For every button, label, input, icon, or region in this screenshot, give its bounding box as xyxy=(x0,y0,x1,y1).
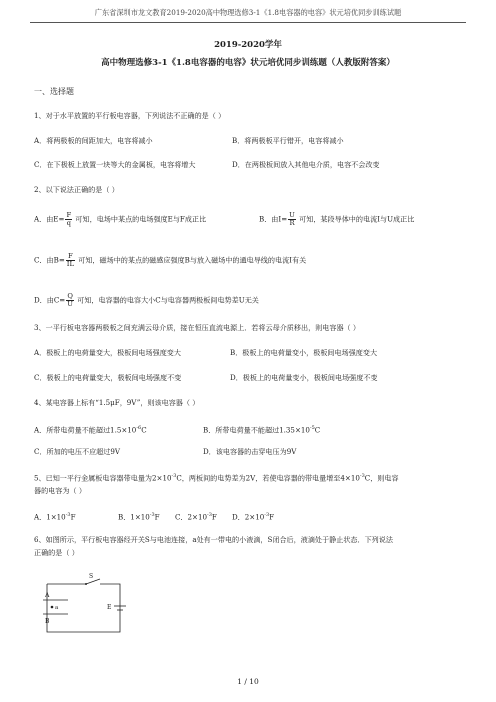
droplet-point xyxy=(51,606,54,609)
page-title: 高中物理选修3-1《1.8电容器的电容》状元培优同步训练题（人教版附答案） xyxy=(101,58,395,68)
q4-option-c: C．所加的电压不应超过9V xyxy=(34,447,121,456)
q2-option-c: C．由B= $\frac{F}{IL}$ 可知，磁场中的某点的磁感应强度B与放入磁场中的通电导线的电流I有关 xyxy=(34,252,307,268)
q2-option-b: B．由I= $\frac{U}{R}$ 可知，某段导体中的电流I与U成正比 xyxy=(259,211,415,227)
q6-stem-line2: 正确的是（ ） xyxy=(34,548,79,557)
q5-stem-line2: 器的电容为（ ） xyxy=(34,486,86,495)
q2-option-a: A．由E= $\frac{F}{q}$ 可知，电场中某点的电场强度E与F成正比 xyxy=(34,211,207,227)
q3-stem: 3、一平行板电容器两极板之间充满云母介质，接在恒压直流电源上．若将云母介质移出，则电容器（ ） xyxy=(34,323,360,332)
q5-option-b: B．$1\times 10^{-3}F$ xyxy=(118,512,160,522)
q2-option-d: D．由C= $\frac{Q}{U}$ 可知，电容器的电容大小C与电容器两极板间电势差U无关 xyxy=(34,292,259,308)
switch-pivot xyxy=(85,583,87,585)
q5-stem-line1: 5、已知一平行金属板电容器带电量为$2\times 10^{-3}C$，两板间的电势差为2V，若使电容器的带电量增至$4\times 10^{-3}C$，则电容 xyxy=(34,473,399,483)
q4-option-a: A．所带电荷量不能超过$1.5\times 10^{-6}C$ xyxy=(34,425,147,435)
q5-option-c: C．$2\times 10^{-3}F$ xyxy=(175,512,217,522)
q4-stem: 4、某电容器上标有“1.5μF，9V”，则该电容器（ ） xyxy=(34,398,200,407)
q5-option-a: A．$1\times 10^{-3}F$ xyxy=(34,512,76,522)
q3-option-b: B．极板上的电荷量变小，极板间电场强度变大 xyxy=(230,348,378,357)
q1-stem: 1、对于水平放置的平行板电容器，下列说法不正确的是（ ） xyxy=(34,111,226,120)
q6-stem-line1: 6、如图所示，平行板电容器经开关S与电池连接，a处有一带电的小液滴，S闭合后，液滴处于静止状态．下列说法 xyxy=(34,535,393,544)
point-a-label: a xyxy=(55,605,59,611)
q1-option-d: D．在两极板间放入其他电介质，电容不会改变 xyxy=(232,160,380,169)
page-header: 广东省深圳市龙文教育2019-2020高中物理选修3-1《1.8电容器的电容》状元培优同步训练试题 xyxy=(94,8,402,17)
title-year: 2019-2020学年 xyxy=(214,40,282,50)
switch-label: S xyxy=(89,573,94,580)
capacitor-circuit-diagram xyxy=(34,570,134,638)
header-rule xyxy=(30,22,466,23)
q5-option-d: D．$2\times 10^{-3}F$ xyxy=(232,512,275,522)
q3-option-d: D．极板上的电荷量变小，极板间电场强度不变 xyxy=(230,373,378,382)
q1-option-b: B．将两极板平行错开，电容将减小 xyxy=(232,136,344,145)
q3-option-a: A．极板上的电荷量变大，极板间电场强度变大 xyxy=(34,348,181,357)
q2-stem: 2、以下说法正确的是（ ） xyxy=(34,185,119,194)
page-number: 1 / 10 xyxy=(237,677,259,686)
plate-b-label: B xyxy=(45,618,50,625)
section-heading: 一、选择题 xyxy=(34,87,74,96)
q3-option-c: C．极板上的电荷量变大，极板间电场强度不变 xyxy=(34,373,182,382)
battery-label: E xyxy=(107,604,112,611)
q4-option-b: B．所带电荷量不能超过$1.35\times 10^{-5}C$ xyxy=(203,425,321,435)
q1-option-a: A．将两极板的间距加大，电容将减小 xyxy=(34,136,153,145)
q4-option-d: D．该电容器的击穿电压为9V xyxy=(203,447,297,456)
q1-option-c: C．在下极板上放置一块等大的金属板，电容将增大 xyxy=(34,160,196,169)
plate-a-label: A xyxy=(45,592,50,599)
